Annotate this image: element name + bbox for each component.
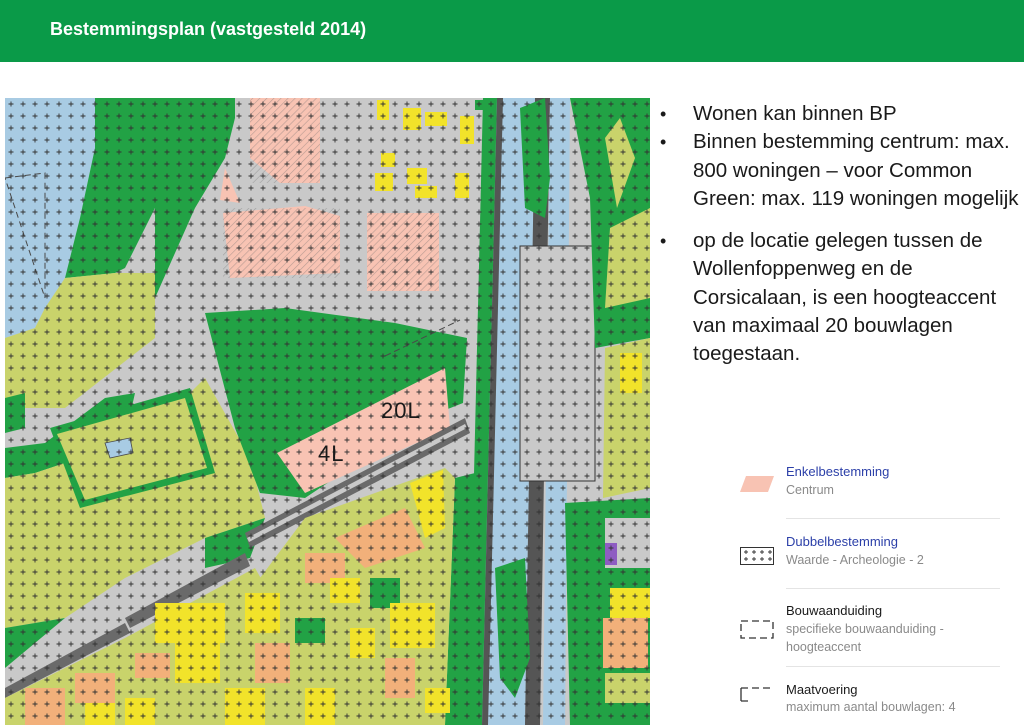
page-title: Bestemmingsplan (vastgesteld 2014) <box>50 19 367 39</box>
legend-title: Bouwaanduiding <box>786 603 883 618</box>
bullet-item: • op de locatie gelegen tussen de Wollenfoppenweg en de Corsicalaan, is een hoogteaccent van maximaal 20 bouwlagen toegestaan. <box>660 227 1020 368</box>
bullet-item: • Wonen kan binnen BP <box>660 100 1020 128</box>
dashed-box-icon <box>740 620 774 640</box>
legend-subtitle: Waarde - Archeologie - 2 <box>786 553 924 567</box>
legend-subtitle: Centrum <box>786 483 834 497</box>
zoning-map[interactable] <box>5 98 650 725</box>
pink-parallelogram-icon <box>740 474 774 494</box>
legend-subtitle: maximum aantal bouwlagen: 4 <box>786 700 956 714</box>
map-label-4L: 4L <box>318 441 345 466</box>
legend-title: Enkelbestemming <box>786 464 890 479</box>
map-label-20L: 20L <box>381 398 421 423</box>
legend-divider <box>786 588 1000 589</box>
legend-subtitle: specifieke bouwaanduiding - hoogteaccent <box>786 622 944 654</box>
cross-hatch-box-icon <box>740 547 774 567</box>
legend-divider <box>786 666 1000 667</box>
legend-title: Maatvoering <box>786 682 858 697</box>
legend-divider <box>786 518 1000 519</box>
zoning-map-canvas <box>5 98 650 725</box>
dashed-line-box-icon <box>740 687 774 707</box>
bullet-item: • Binnen bestemming centrum: max. 800 woningen – voor Common Green: max. 119 woningen mogelijk <box>660 128 1020 213</box>
legend-title: Dubbelbestemming <box>786 534 899 549</box>
header-bar <box>0 0 1024 62</box>
bullet-list <box>660 100 1020 369</box>
